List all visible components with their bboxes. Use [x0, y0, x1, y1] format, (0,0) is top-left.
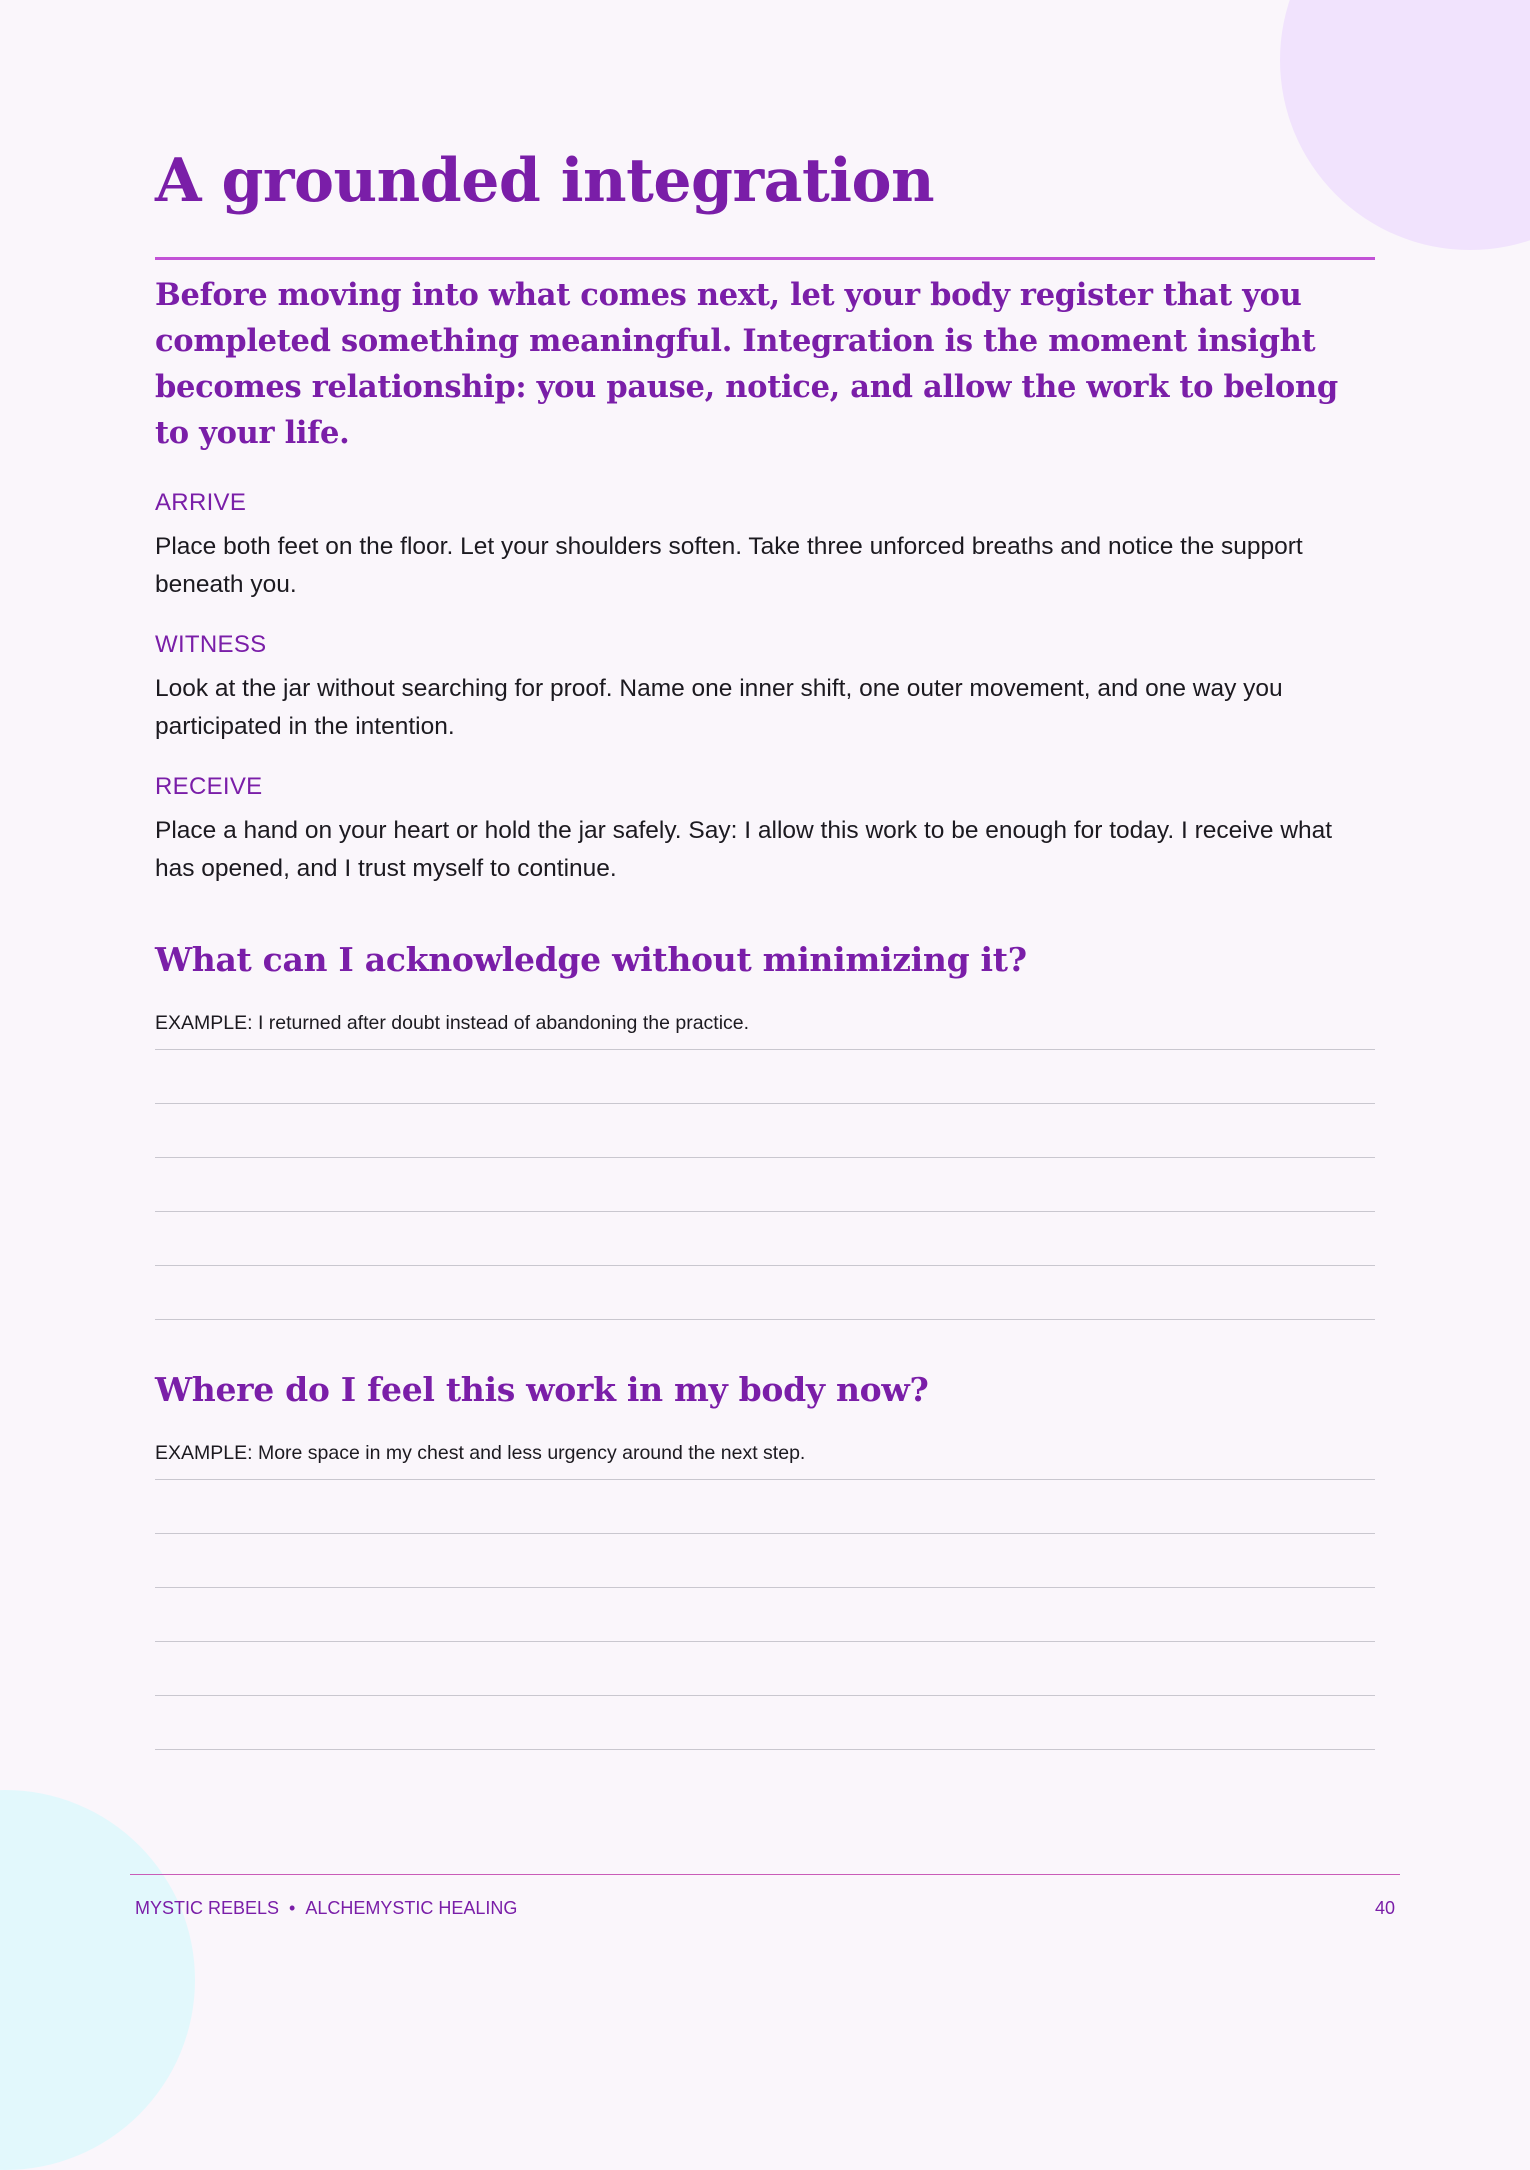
- writing-line[interactable]: [155, 1695, 1375, 1749]
- step-title: WITNESS: [155, 631, 267, 658]
- lead-paragraph: Before moving into what comes next, let your body register that you completed something meaningful. Integration is the moment insight becomes relationship: you pause, notice, and allow the work to belong to your life.: [155, 277, 1338, 451]
- writing-area-acknowledge[interactable]: [155, 1049, 1375, 1320]
- writing-line[interactable]: [155, 1479, 1375, 1533]
- step-title: RECEIVE: [155, 773, 263, 800]
- footer-brand: MYSTIC REBELS: [135, 1898, 280, 1918]
- page-title: A grounded integration: [155, 146, 935, 216]
- prompt-example: EXAMPLE: I returned after doubt instead of abandoning the practice.: [155, 1012, 750, 1034]
- step-title: ARRIVE: [155, 489, 247, 516]
- page-number: 40: [1374, 1898, 1395, 1918]
- step-witness: [155, 630, 1375, 746]
- prompt-example: EXAMPLE: More space in my chest and less urgency around the next step.: [155, 1442, 806, 1464]
- step-body: Place a hand on your heart or hold the jar safely. Say: I allow this work to be enough for today. I receive what has opened, and I trust myself to continue.: [155, 817, 1333, 882]
- page-footer: [135, 1896, 1395, 1920]
- page-content: [155, 140, 1375, 1750]
- footer-section: ALCHEMYSTIC HEALING: [305, 1898, 518, 1918]
- footer-divider: [130, 1874, 1400, 1875]
- writing-line[interactable]: [155, 1641, 1375, 1695]
- writing-line[interactable]: [155, 1749, 1375, 1750]
- title-divider: [155, 257, 1375, 260]
- writing-line[interactable]: [155, 1157, 1375, 1211]
- writing-line[interactable]: [155, 1587, 1375, 1641]
- writing-line[interactable]: [155, 1319, 1375, 1320]
- decorative-circle-bottom: [0, 1790, 195, 2170]
- writing-line[interactable]: [155, 1211, 1375, 1265]
- writing-line[interactable]: [155, 1103, 1375, 1157]
- step-body: Look at the jar without searching for proof. Name one inner shift, one outer movement, and one way you participated in the intention.: [155, 675, 1283, 740]
- footer-brand-line: [135, 1896, 517, 1920]
- prompt-question-acknowledge: What can I acknowledge without minimizing it?: [155, 940, 1027, 979]
- step-body: Place both feet on the floor. Let your shoulders soften. Take three unforced breaths and notice the support beneath you.: [155, 533, 1303, 598]
- writing-line[interactable]: [155, 1049, 1375, 1103]
- step-arrive: [155, 488, 1375, 604]
- footer-separator: •: [289, 1898, 296, 1918]
- step-receive: [155, 772, 1375, 888]
- writing-line[interactable]: [155, 1265, 1375, 1319]
- writing-line[interactable]: [155, 1533, 1375, 1587]
- writing-area-body[interactable]: [155, 1479, 1375, 1750]
- prompt-question-body: Where do I feel this work in my body now?: [155, 1370, 929, 1409]
